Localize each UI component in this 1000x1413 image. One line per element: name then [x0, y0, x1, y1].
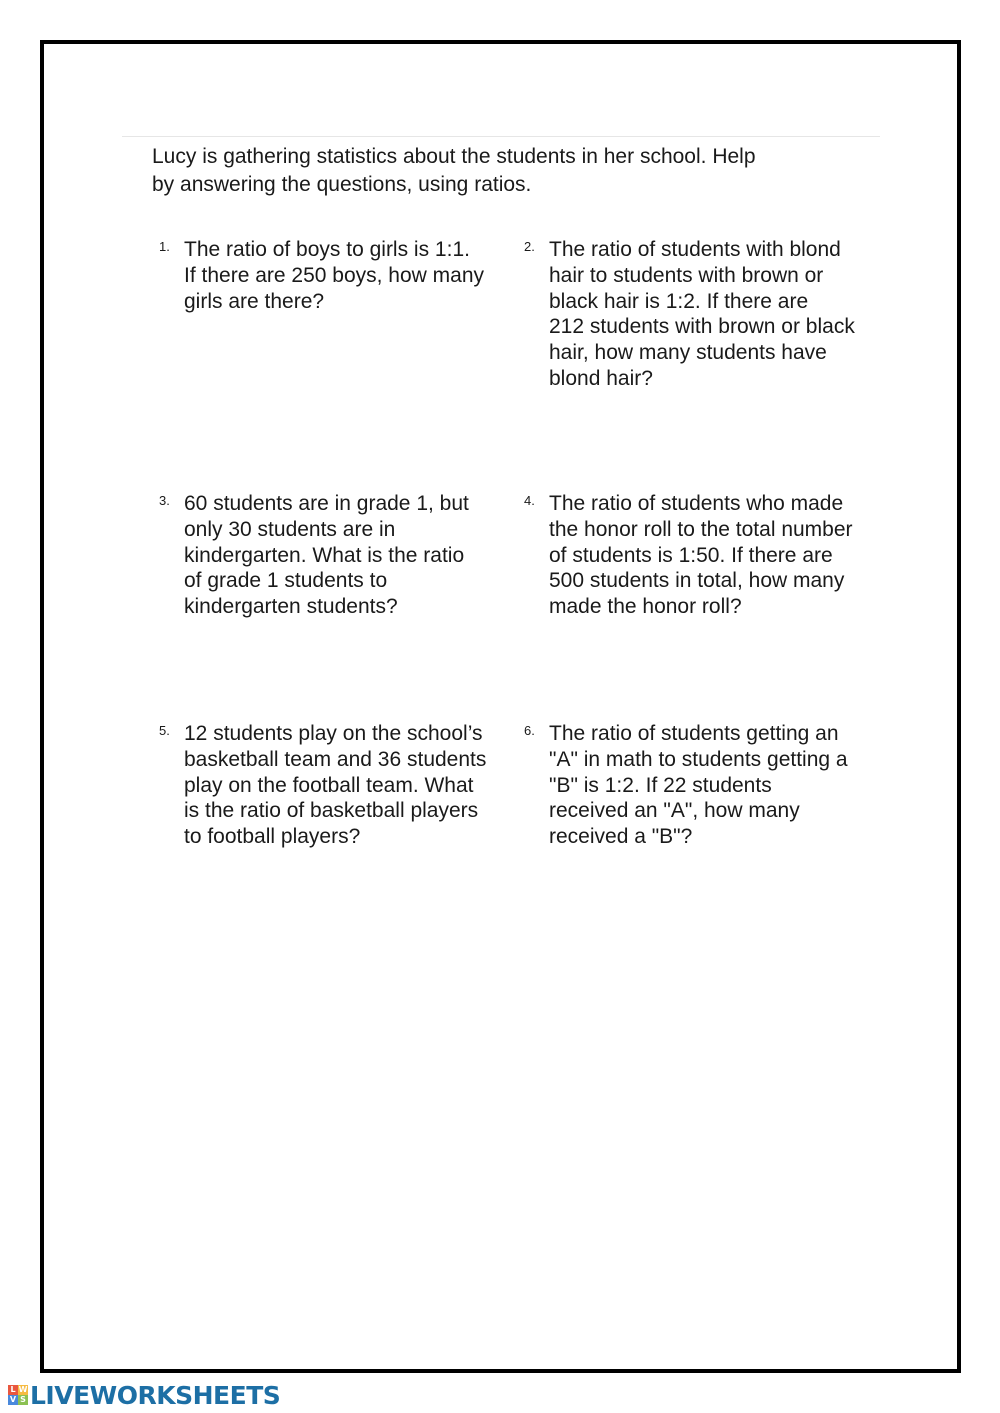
- question-number: 4.: [524, 493, 535, 508]
- question-text: The ratio of students getting an "A" in math to students getting a "B" is 1:2. If 22 students received an "A", how many received a "B"?: [549, 722, 848, 849]
- question-number: 6.: [524, 723, 535, 738]
- liveworksheets-logo[interactable]: [8, 1381, 280, 1409]
- logo-mark-letter: L: [8, 1385, 18, 1395]
- question-text: The ratio of boys to girls is 1:1. If there are 250 boys, how many girls are there?: [184, 238, 484, 313]
- logo-mark-icon: [8, 1385, 28, 1405]
- worksheet-page: [40, 40, 961, 1373]
- worksheet-intro: Lucy is gathering statistics about the students in her school. Help by answering the questions, using ratios.: [152, 145, 756, 196]
- logo-mark-letter: W: [18, 1385, 28, 1394]
- question-text: The ratio of students who made the honor roll to the total number of students is 1:50. If there are 500 students in total, how many made the honor roll?: [549, 492, 853, 619]
- question-number: 2.: [524, 239, 535, 254]
- question-number: 5.: [159, 723, 170, 738]
- top-divider: [122, 136, 880, 137]
- question-number: 3.: [159, 493, 170, 508]
- question-number: 1.: [159, 239, 170, 254]
- logo-mark-letter: S: [18, 1395, 28, 1405]
- question-text: 12 students play on the school’s basketball team and 36 students play on the football team. What is the ratio of basketball players to football players?: [184, 722, 487, 849]
- question-text: 60 students are in grade 1, but only 30 students are in kindergarten. What is the ratio of grade 1 students to kindergarten students?: [184, 492, 469, 619]
- logo-text: LIVEWORKSHEETS: [30, 1380, 281, 1410]
- logo-mark-letter: V: [9, 1395, 17, 1404]
- question-text: The ratio of students with blond hair to students with brown or black hair is 1:2. If there are 212 students with brown or black hair, how many students have blond hair?: [549, 238, 855, 390]
